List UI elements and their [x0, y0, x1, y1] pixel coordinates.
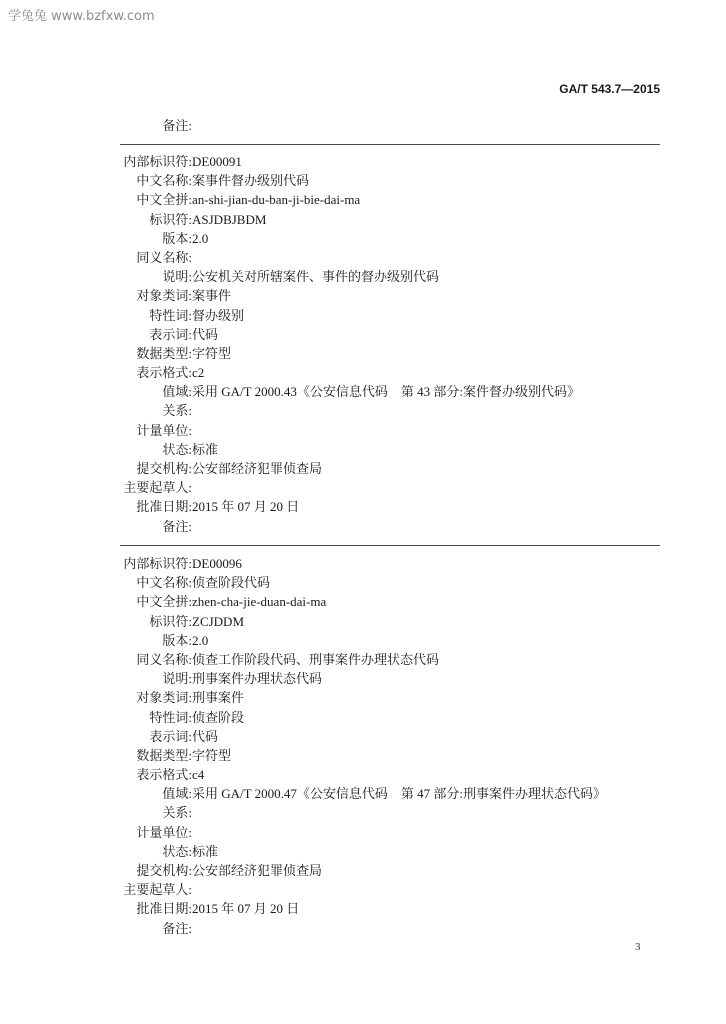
- field-value: 标准: [192, 843, 219, 859]
- row-object-class-term: [120, 286, 660, 305]
- field-label: 主要起草人:: [123, 480, 192, 496]
- field-value: 公安机关对所辖案件、事件的督办级别代码: [192, 269, 440, 285]
- field-label: 表示词:: [149, 728, 192, 744]
- field-value: ASJDBJBDM: [192, 211, 267, 227]
- previous-entry-tail: [120, 116, 660, 135]
- field-label: 批准日期:: [136, 499, 192, 515]
- row-representation-term: [120, 727, 660, 746]
- field-label: 备注:: [162, 118, 192, 133]
- field-label: 提交机构:: [136, 863, 192, 878]
- field-value: 字符型: [192, 747, 232, 763]
- field-label: 值域:: [162, 384, 192, 400]
- field-value: 侦查阶段代码: [192, 575, 271, 591]
- row-relation: [120, 401, 660, 420]
- field-label: 同义名称:: [136, 249, 192, 265]
- row-data-type: [120, 746, 660, 765]
- field-label: 版本:: [162, 632, 192, 648]
- row-chinese-pinyin: [120, 190, 660, 209]
- row-approval-date: [120, 899, 660, 918]
- field-value: 字符型: [192, 345, 232, 361]
- field-value: ZCJDDM: [192, 613, 245, 629]
- row-submitting-organization: [120, 861, 660, 880]
- field-label: 说明:: [162, 671, 192, 687]
- field-value: 2015 年 07 月 20 日: [192, 901, 300, 917]
- row-identifier: [120, 612, 660, 631]
- field-value: 侦查工作阶段代码、刑事案件办理状态代码: [192, 651, 440, 667]
- row-object-class-term: [120, 688, 660, 707]
- row-main-drafter: [120, 880, 660, 899]
- row-identifier: [120, 210, 660, 229]
- field-label: 数据类型:: [136, 747, 192, 763]
- row-internal-id: [120, 554, 660, 573]
- field-label: 主要起草人:: [123, 882, 192, 898]
- entry-divider: [120, 144, 660, 145]
- field-value: DE00096: [192, 556, 242, 571]
- row-status: [120, 440, 660, 459]
- field-label: 中文全拼:: [136, 192, 192, 208]
- field-label: 同义名称:: [136, 651, 192, 667]
- row-remarks: [120, 919, 660, 938]
- watermark-text: 学兔兔 www.bzfxw.com: [8, 9, 155, 24]
- field-label: 表示格式:: [136, 365, 192, 381]
- field-value: 采用 GA/T 2000.47《公安信息代码 第 47 部分:刑事案件办理状态代码》: [192, 786, 606, 802]
- field-label: 提交机构:: [136, 461, 192, 476]
- row-description: [120, 267, 660, 286]
- field-label: 计量单位:: [136, 422, 192, 438]
- field-value: 代码: [192, 728, 219, 744]
- row-value-domain: [120, 382, 660, 401]
- field-value: 采用 GA/T 2000.43《公安信息代码 第 43 部分:案件督办级别代码》: [192, 384, 580, 400]
- field-label: 对象类词:: [136, 690, 192, 706]
- row-submitting-organization: [120, 459, 660, 478]
- field-value: 2.0: [192, 632, 209, 648]
- field-label: 计量单位:: [136, 824, 192, 840]
- field-label: 特性词:: [149, 709, 192, 725]
- field-label: 表示格式:: [136, 767, 192, 783]
- field-label: 数据类型:: [136, 345, 192, 361]
- row-synonym-name: [120, 650, 660, 669]
- field-label: 内部标识符:: [123, 154, 192, 169]
- row-property-term: [120, 306, 660, 325]
- field-label: 中文名称:: [136, 173, 192, 189]
- row-representation-format: [120, 765, 660, 784]
- row-description: [120, 669, 660, 688]
- field-label: 关系:: [162, 805, 192, 821]
- row-chinese-name: [120, 573, 660, 592]
- field-value: 案事件: [192, 288, 232, 304]
- field-label: 标识符:: [149, 613, 192, 629]
- field-label: 关系:: [162, 403, 192, 419]
- field-label: 表示词:: [149, 326, 192, 342]
- entry-divider: [120, 545, 660, 546]
- field-label: 标识符:: [149, 211, 192, 227]
- row-version: [120, 229, 660, 248]
- field-label: 中文名称:: [136, 575, 192, 591]
- field-value: zhen-cha-jie-duan-dai-ma: [192, 594, 327, 610]
- row-synonym-name: [120, 248, 660, 267]
- field-label: 对象类词:: [136, 288, 192, 304]
- field-value: 刑事案件办理状态代码: [192, 671, 323, 687]
- field-value: 公安部经济犯罪侦查局: [192, 461, 323, 476]
- row-property-term: [120, 708, 660, 727]
- data-element-entry: [120, 152, 660, 536]
- row-chinese-name: [120, 171, 660, 190]
- field-value: 代码: [192, 326, 219, 342]
- field-label: 说明:: [162, 269, 192, 285]
- row-value-domain: [120, 784, 660, 803]
- field-value: 刑事案件: [192, 690, 245, 706]
- page-number: 3: [635, 941, 641, 953]
- field-label: 值域:: [162, 786, 192, 802]
- row-remarks: [120, 116, 660, 135]
- field-value: c4: [192, 767, 205, 783]
- field-value: 侦查阶段: [192, 709, 245, 725]
- row-internal-id: [120, 152, 660, 171]
- row-main-drafter: [120, 478, 660, 497]
- row-remarks: [120, 517, 660, 536]
- field-label: 版本:: [162, 230, 192, 246]
- field-value: 2.0: [192, 230, 209, 246]
- field-value: 案事件督办级别代码: [192, 173, 310, 189]
- row-unit-of-measure: [120, 421, 660, 440]
- field-label: 备注:: [162, 518, 192, 534]
- row-version: [120, 631, 660, 650]
- field-value: 2015 年 07 月 20 日: [192, 499, 300, 515]
- field-value: DE00091: [192, 154, 242, 169]
- data-element-entry: [120, 554, 660, 938]
- field-value: c2: [192, 365, 205, 381]
- field-value: 督办级别: [192, 307, 245, 323]
- row-chinese-pinyin: [120, 592, 660, 611]
- field-label: 批准日期:: [136, 901, 192, 917]
- field-value: 公安部经济犯罪侦查局: [192, 863, 323, 878]
- row-representation-format: [120, 363, 660, 382]
- row-data-type: [120, 344, 660, 363]
- field-label: 中文全拼:: [136, 594, 192, 610]
- field-label: 备注:: [162, 920, 192, 936]
- standard-number-header: GA/T 543.7—2015: [559, 82, 660, 96]
- row-unit-of-measure: [120, 823, 660, 842]
- field-value: an-shi-jian-du-ban-ji-bie-dai-ma: [192, 192, 361, 208]
- field-label: 特性词:: [149, 307, 192, 323]
- row-approval-date: [120, 497, 660, 516]
- field-label: 状态:: [162, 441, 192, 457]
- row-relation: [120, 803, 660, 822]
- field-label: 状态:: [162, 843, 192, 859]
- row-status: [120, 842, 660, 861]
- field-label: 内部标识符:: [123, 556, 192, 571]
- row-representation-term: [120, 325, 660, 344]
- field-value: 标准: [192, 441, 219, 457]
